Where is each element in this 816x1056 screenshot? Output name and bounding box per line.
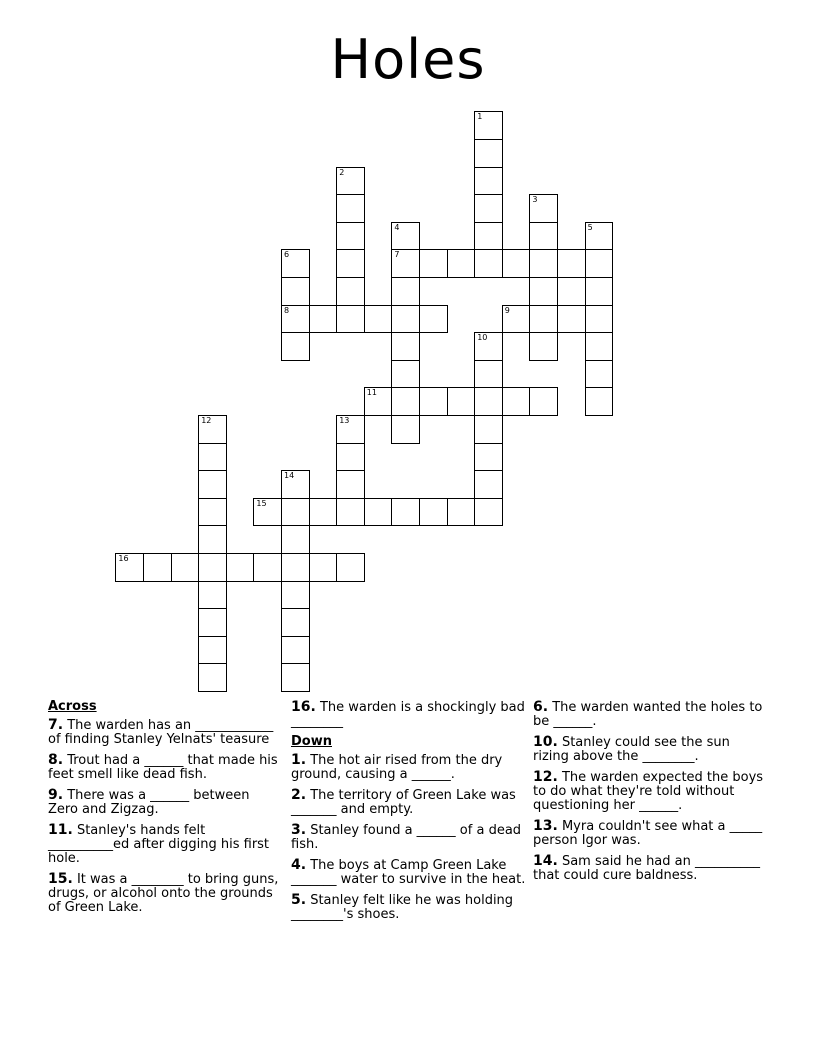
grid-cell[interactable] [529,249,558,278]
clue [533,819,765,848]
grid-cell[interactable] [281,636,310,665]
clue-number: 7. [48,717,64,733]
grid-cell[interactable] [585,387,614,416]
down-heading: Down [291,734,332,749]
grid-cell[interactable] [585,277,614,306]
grid-cell[interactable] [281,608,310,637]
grid-cell[interactable] [281,277,310,306]
grid-cell[interactable] [198,608,227,637]
clue-number: 6. [533,699,549,715]
clue-text: It was a ________ to bring guns, drugs, or alcohol onto the grounds of Green Lake. [48,872,279,915]
grid-cell[interactable] [336,305,365,334]
clue [48,788,280,817]
clue-number: 8. [48,752,64,768]
grid-cell[interactable] [474,415,503,444]
clue-number: 1 [477,112,483,122]
clue [533,735,765,764]
grid-cell[interactable] [336,249,365,278]
grid-cell[interactable] [391,305,420,334]
clue [48,823,280,866]
clue-number: 4. [291,857,307,873]
grid-cell[interactable] [474,249,503,278]
clue-column-2 [291,700,527,928]
grid-cell[interactable] [391,387,420,416]
grid-cell[interactable] [529,194,558,223]
clue-number: 13. [533,818,558,834]
grid-cell[interactable] [253,498,282,527]
grid-cell[interactable] [529,305,558,334]
grid-cell[interactable] [529,222,558,251]
clue [291,753,527,782]
clue-number: 16. [291,699,316,715]
clue-number: 12 [201,416,212,425]
grid-cell[interactable] [529,387,558,416]
grid-cell[interactable] [198,415,227,444]
grid-cell[interactable] [364,498,393,527]
across-heading: Across [48,699,97,714]
grid-cell[interactable] [198,498,227,527]
clue-number: 2. [291,787,307,803]
clue-number: 16 [118,554,129,563]
clue-number: 4 [394,222,400,232]
grid-cell[interactable] [474,360,503,389]
grid-cell[interactable] [391,222,420,251]
clue [291,700,527,729]
clue-text: The territory of Green Lake was _______ and empty. [291,788,516,817]
grid-cell[interactable] [474,167,503,196]
grid-cell[interactable] [391,332,420,361]
clue-number: 13 [339,416,350,425]
clue-number: 7 [394,250,400,260]
clue-number: 11. [48,822,73,838]
grid-cell[interactable] [198,553,227,582]
clue-number: 2 [339,167,345,177]
clue-number: 11 [366,388,377,398]
grid-cell[interactable] [364,387,393,416]
across-clue-list [48,718,280,915]
grid-cell[interactable] [474,443,503,472]
clue-text: The warden wanted the holes to be ______. [533,700,763,729]
grid-cell[interactable] [474,498,503,527]
clue-number: 5. [291,892,307,908]
grid-cell[interactable] [419,498,448,527]
clue-number: 10. [533,734,558,750]
clue [533,854,765,883]
grid-cell[interactable] [309,305,338,334]
clue [291,893,527,922]
grid-cell[interactable] [198,663,227,692]
clue-number: 15 [256,498,267,508]
grid-cell[interactable] [502,249,531,278]
clue [291,858,527,887]
clue-number: 10 [477,333,488,343]
grid-cell[interactable] [281,581,310,610]
clue-number: 14. [533,853,558,869]
clue [48,718,280,747]
grid-cell[interactable] [502,305,531,334]
grid-cell[interactable] [585,332,614,361]
across-clue-list-continued [291,700,527,729]
clue [291,788,527,817]
grid-cell[interactable] [502,387,531,416]
grid-cell[interactable] [391,277,420,306]
clue-number: 12. [533,769,558,785]
clue-number: 14 [284,471,295,481]
grid-cell[interactable] [198,525,227,554]
grid-cell[interactable] [226,553,255,582]
grid-cell[interactable] [419,305,448,334]
clue-text: Stanley felt like he was holding ________'s shoes. [291,893,514,922]
clue-number: 15. [48,871,73,887]
grid-cell[interactable] [281,663,310,692]
grid-cell[interactable] [447,498,476,527]
grid-cell[interactable] [281,305,310,334]
grid-cell[interactable] [585,249,614,278]
grid-cell[interactable] [529,332,558,361]
grid-cell[interactable] [336,498,365,527]
clue-text: Myra couldn't see what a _____ person Igor was. [533,819,763,848]
clue-number: 9. [48,787,64,803]
grid-cell[interactable] [474,222,503,251]
grid-cell[interactable] [336,222,365,251]
down-clue-list [291,753,527,922]
grid-cell[interactable] [391,249,420,278]
clue-number: 5 [587,222,593,232]
grid-cell[interactable] [557,305,586,334]
grid-cell[interactable] [474,470,503,499]
grid-cell[interactable] [281,470,310,499]
grid-cell[interactable] [336,443,365,472]
grid-cell[interactable] [198,470,227,499]
clue-text: Trout had a ______ that made his feet smell like dead fish. [48,753,278,782]
grid-cell[interactable] [474,111,503,140]
grid-cell[interactable] [557,249,586,278]
grid-cell[interactable] [336,277,365,306]
grid-cell[interactable] [391,498,420,527]
grid-cell[interactable] [198,581,227,610]
clue [533,770,765,813]
grid-cell[interactable] [198,443,227,472]
clue [291,823,527,852]
grid-cell[interactable] [529,277,558,306]
grid-cell[interactable] [391,415,420,444]
grid-cell[interactable] [585,360,614,389]
clue-number: 3 [532,195,538,205]
clue-text: Stanley's hands felt __________ed after digging his first hole. [48,823,270,866]
clue-text: The boys at Camp Green Lake _______ water to survive in the heat. [291,858,526,887]
clue-number: 3. [291,822,307,838]
grid-cell[interactable] [419,249,448,278]
grid-cell[interactable] [391,360,420,389]
grid-cell[interactable] [281,249,310,278]
clue-number: 1. [291,752,307,768]
clue-number: 6 [284,250,290,260]
grid-cell[interactable] [281,498,310,527]
grid-cell[interactable] [419,387,448,416]
clue-number: 8 [284,305,290,315]
grid-cell[interactable] [364,305,393,334]
clue-text: Stanley found a ______ of a dead fish. [291,823,522,852]
clue-number: 9 [504,305,510,315]
clue [48,753,280,782]
clue-column-3 [533,700,765,889]
grid-cell[interactable] [474,194,503,223]
grid-cell[interactable] [474,332,503,361]
grid-cell[interactable] [585,222,614,251]
grid-cell[interactable] [281,525,310,554]
grid-cell[interactable] [336,553,365,582]
clue-column-1 [48,700,280,921]
clue-text: The warden is a shockingly bad ________ [291,700,525,729]
grid-cell[interactable] [336,167,365,196]
grid-cell[interactable] [474,139,503,168]
clue-text: The hot air rised from the dry ground, causing a ______. [291,753,503,782]
grid-cell[interactable] [336,194,365,223]
down-clue-list-continued [533,700,765,883]
clue [533,700,765,729]
clue-text: Sam said he had an __________ that could cure baldness. [533,854,760,883]
grid-cell[interactable] [309,553,338,582]
grid-cell[interactable] [171,553,200,582]
clue-text: The warden has an ____________ of finding Stanley Yelnats' teasure [48,718,274,747]
grid-cell[interactable] [447,387,476,416]
grid-cell[interactable] [447,249,476,278]
grid-cell[interactable] [474,387,503,416]
clue-text: Stanley could see the sun rizing above the ________. [533,735,730,764]
grid-cell[interactable] [281,553,310,582]
grid-cell[interactable] [198,636,227,665]
grid-cell[interactable] [253,553,282,582]
grid-cell[interactable] [281,332,310,361]
grid-cell[interactable] [336,470,365,499]
puzzle-title: Holes [330,28,486,91]
grid-cell[interactable] [309,498,338,527]
grid-cell[interactable] [585,305,614,334]
grid-cell[interactable] [115,553,144,582]
clue-text: The warden expected the boys to do what they're told without questioning her ______. [533,770,764,813]
clue [48,872,280,915]
grid-cell[interactable] [336,415,365,444]
grid-cell[interactable] [143,553,172,582]
clue-text: There was a ______ between Zero and Zigzag. [48,788,250,817]
